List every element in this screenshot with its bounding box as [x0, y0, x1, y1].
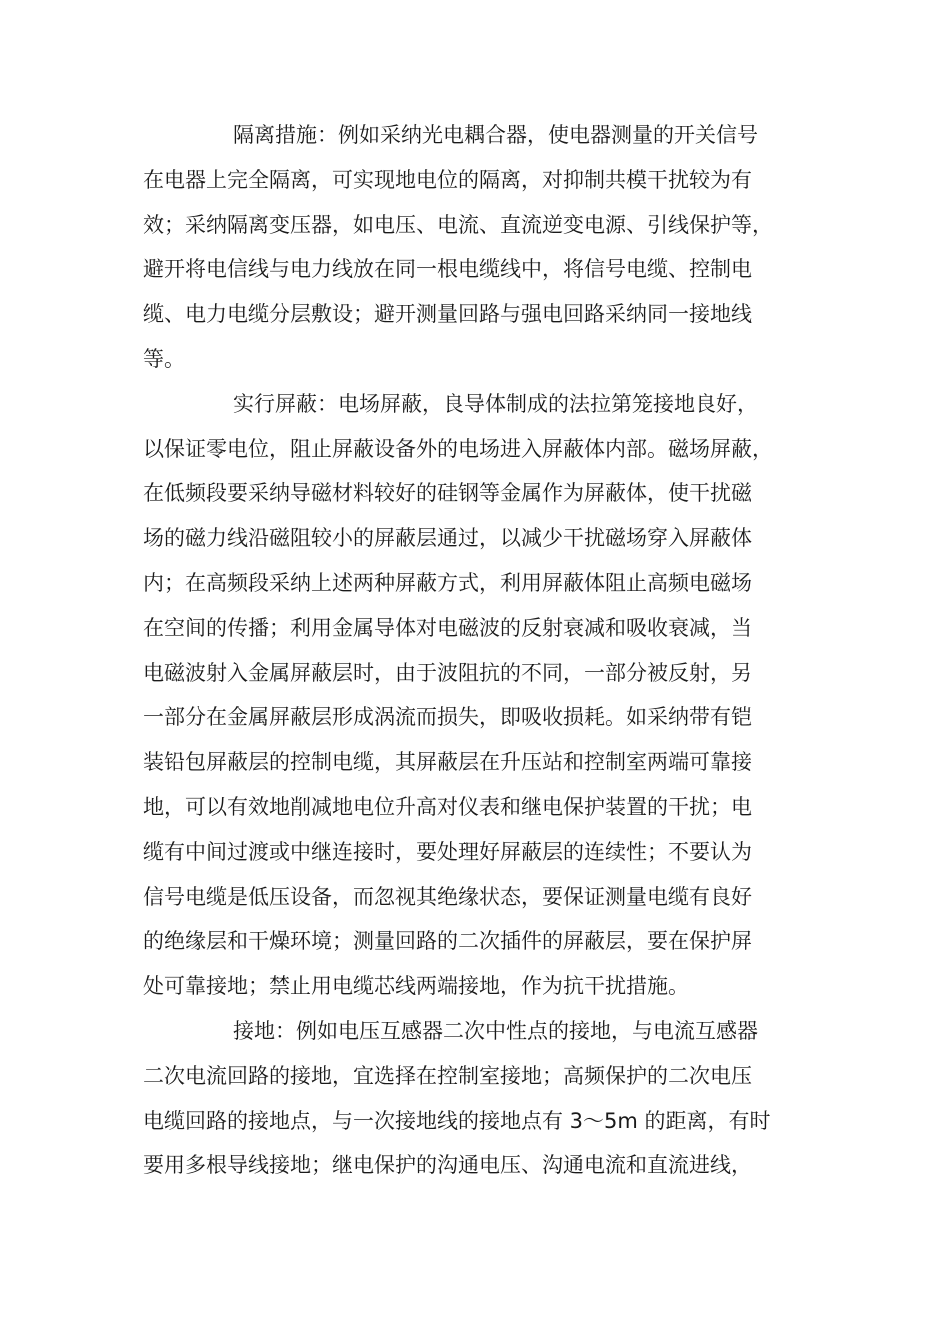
paragraph-grounding [143, 1009, 823, 1188]
text-line: 地，可以有效地削减地电位升高对仪表和继电保护装置的干扰；电 [143, 794, 752, 819]
text-line: 以保证零电位，阻止屏蔽设备外的电场进入屏蔽体内部。磁场屏蔽， [143, 436, 773, 461]
text-line: 缆、电力电缆分层敷设；避开测量回路与强电回路采纳同一接地线 [143, 302, 752, 327]
text-line: 效；采纳隔离变压器，如电压、电流、直流逆变电源、引线保护等， [143, 212, 773, 237]
text-line: 避开将电信线与电力线放在同一根电缆线中，将信号电缆、控制电 [143, 257, 752, 282]
paragraph-isolation [143, 113, 823, 382]
text-line: 接地：例如电压互感器二次中性点的接地，与电流互感器 [233, 1018, 758, 1043]
text-line: 内；在高频段采纳上述两种屏蔽方式，利用屏蔽体阻止高频电磁场 [143, 570, 752, 595]
document-body [143, 113, 823, 1188]
text-line: 要用多根导线接地；继电保护的沟通电压、沟通电流和直流进线， [143, 1153, 752, 1178]
text-line: 一部分在金属屏蔽层形成涡流而损失，即吸收损耗。如采纳带有铠 [143, 705, 752, 730]
text-line: 处可靠接地；禁止用电缆芯线两端接地，作为抗干扰措施。 [143, 974, 689, 999]
text-line: 隔离措施：例如采纳光电耦合器，使电器测量的开关信号 [233, 123, 758, 147]
text-line: 电磁波射入金属屏蔽层时，由于波阻抗的不同，一部分被反射，另 [143, 660, 752, 685]
text-line: 装铅包屏蔽层的控制电缆，其屏蔽层在升压站和控制室两端可靠接 [143, 750, 752, 775]
text-line: 在空间的传播；利用金属导体对电磁波的反射衰减和吸收衰减，当 [143, 615, 752, 640]
paragraph-shielding [143, 382, 823, 1009]
text-line: 在电器上完全隔离，可实现地电位的隔离，对抑制共模干扰较为有 [143, 167, 752, 192]
text-line: 的绝缘层和干燥环境；测量回路的二次插件的屏蔽层，要在保护屏 [143, 929, 752, 954]
text-line: 在低频段要采纳导磁材料较好的硅钢等金属作为屏蔽体，使干扰磁 [143, 481, 752, 506]
text-line: 电缆回路的接地点，与一次接地线的接地点有 3～5m 的距离，有时 [143, 1108, 771, 1133]
text-line: 信号电缆是低压设备，而忽视其绝缘状态，要保证测量电缆有良好 [143, 884, 752, 909]
text-line: 等。 [143, 346, 185, 371]
text-line: 二次电流回路的接地，宜选择在控制室接地；高频保护的二次电压 [143, 1063, 752, 1088]
text-line: 实行屏蔽：电场屏蔽，良导体制成的法拉第笼接地良好， [233, 391, 758, 416]
text-line: 缆有中间过渡或中继连接时，要处理好屏蔽层的连续性；不要认为 [143, 839, 752, 864]
text-line: 场的磁力线沿磁阻较小的屏蔽层通过，以减少干扰磁场穿入屏蔽体 [143, 526, 752, 551]
